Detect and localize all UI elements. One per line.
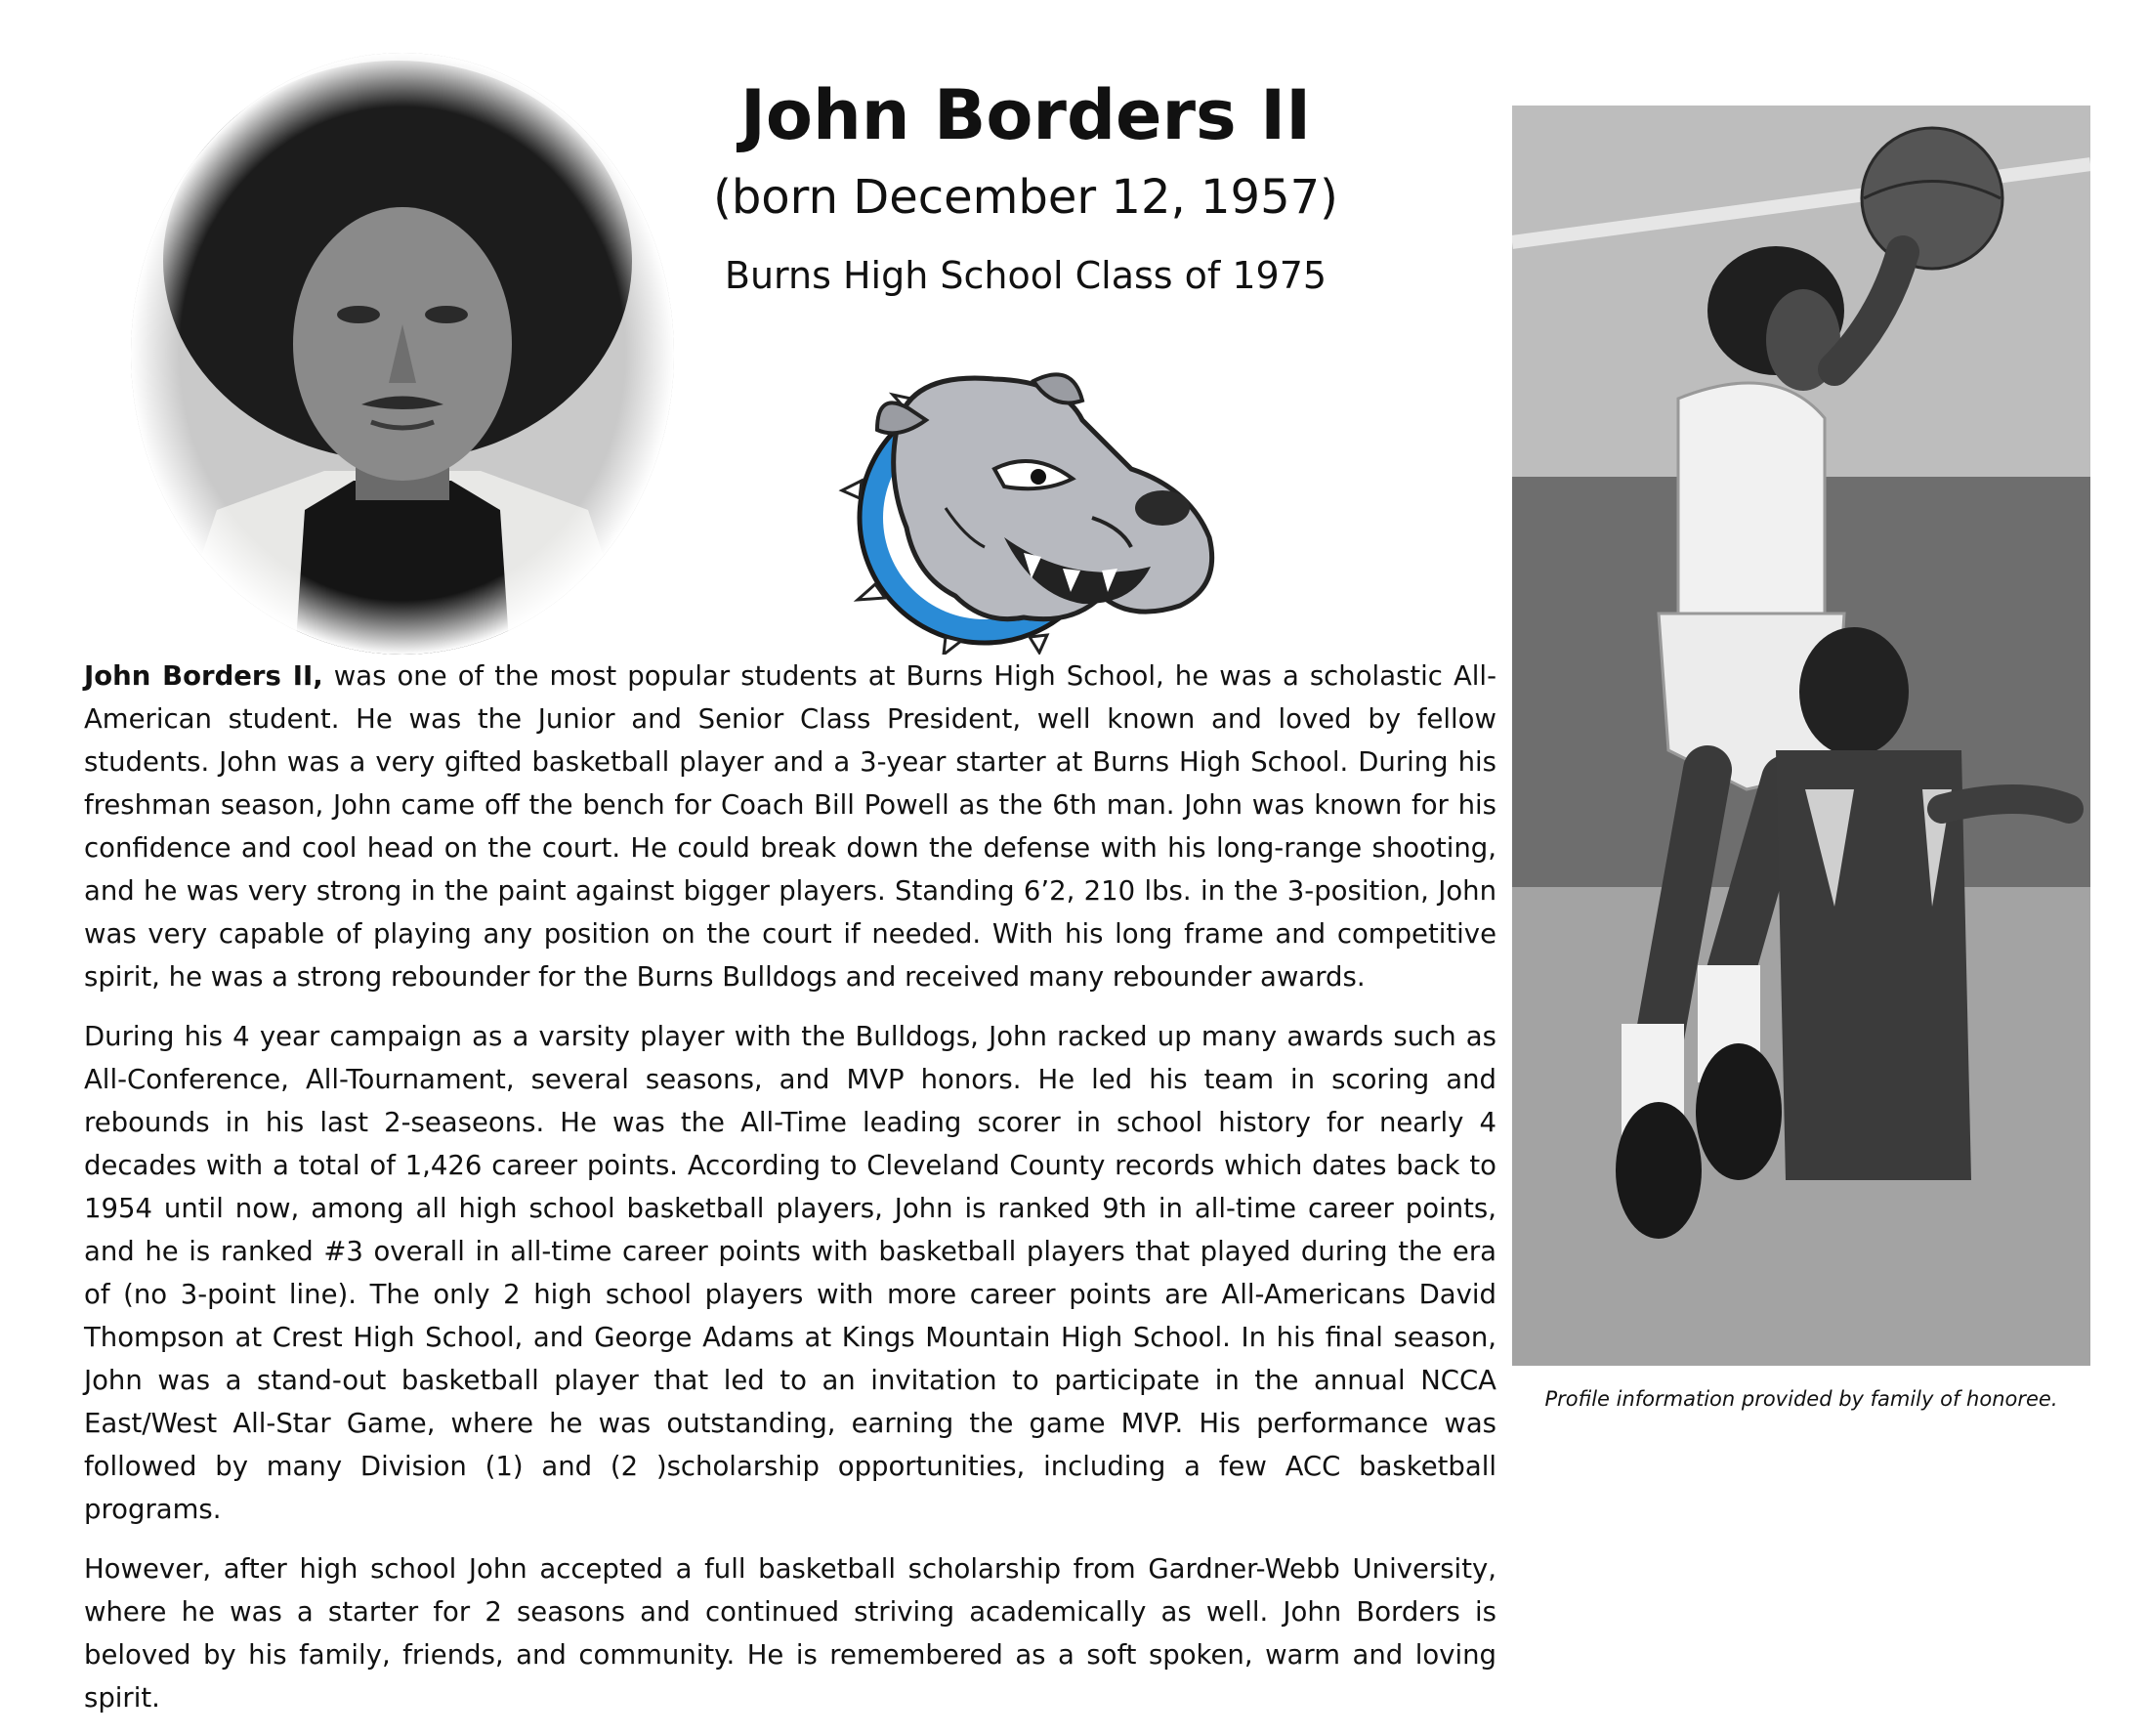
bio-name-lead: John Borders II, <box>84 660 323 692</box>
basketball-action-photo <box>1512 106 2090 1366</box>
bulldog-logo <box>838 361 1229 655</box>
biography <box>84 655 1496 1736</box>
yearbook-portrait <box>129 51 676 656</box>
photo-credit: Profile information provided by family of honoree. <box>1544 1387 2058 1411</box>
bio-paragraph-3: However, after high school John accepted a full basketball scholarship from Gardner-Webb University, where he was a starter for 2 seasons and continued striving academically as well. John Borders is beloved by his family, friends, and community. He is remembered as a soft spoken, warm and loving spirit. <box>84 1553 1496 1714</box>
bio-paragraph-2: During his 4 year campaign as a varsity player with the Bulldogs, John racked up many awards such as All-Conference, All-Tournament, several seasons, and MVP honors. He led his team in scoring and rebounds in his last 2-seaseons. He was the All-Time leading scorer in school history for nearly 4 decades with a total of 1,426 career points. According to Cleveland County records which dates back to 1954 until now, among all high school basketball players, John is ranked 9th in all-time career points, and he is ranked #3 overall in all-time career points with basketball players that played during the era of (no 3-point line). The only 2 high school players with more career points are All-Americans David Thompson at Crest High School, and George Adams at Kings Mountain High School. In his final season, John was a stand-out basketball player that led to an invitation to participate in the annual NCCA East/West All-Star Game, where he was outstanding, earning the game MVP. His performance was followed by many Division (1) and (2 )scholarship opportunities, including a few ACC basketball programs. <box>84 1021 1496 1525</box>
class-of: Burns High School Class of 1975 <box>724 254 1327 297</box>
bio-paragraph-1-text: was one of the most popular students at Burns High School, he was a scholastic All-American student. He was the Junior and Senior Class President, well known and loved by fellow students. John was a very gifted basketball player and a 3-year starter at Burns High School. During his freshman season, John came off the bench for Coach Bill Powell as the 6th man. John was known for his confidence and cool head on the court. He could break down the defense with his long-range shooting, and he was very strong in the paint against bigger players. Standing 6’2, 210 lbs. in the 3-position, John was very capable of playing any position on the court if needed. With his long frame and competitive spirit, he was a strong rebounder for the Burns Bulldogs and received many rebounder awards. <box>84 660 1496 993</box>
page-title: John Borders II <box>739 75 1312 155</box>
bio-paragraph-1 <box>84 655 1496 998</box>
birth-date: (born December 12, 1957) <box>713 170 1338 225</box>
